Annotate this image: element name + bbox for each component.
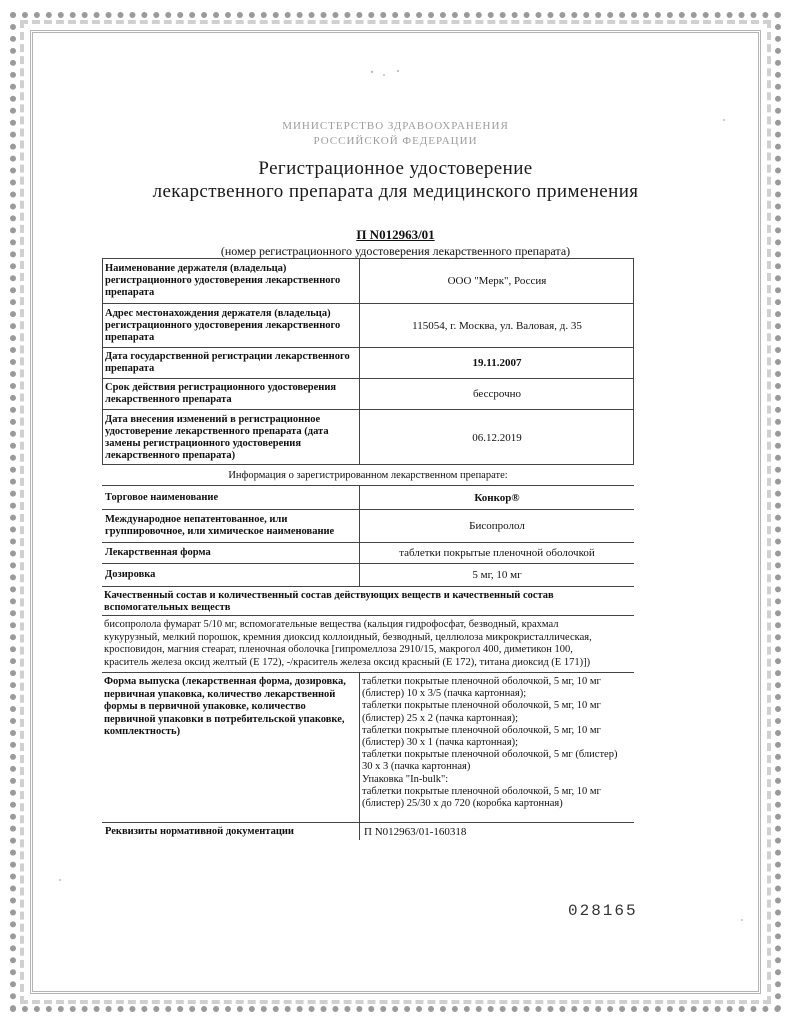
document-title-line-2: лекарственного препарата для медицинского применения <box>152 181 639 202</box>
amendment-date-label: Дата внесения изменений в регистрационное удостоверение лекарственного препарата (дата замены регистрационного удостоверения лекарственного препарата) <box>102 410 360 465</box>
validity-label: Срок действия регистрационного удостоверения лекарственного препарата <box>102 379 360 409</box>
registered-drug-info-header: Информация о зарегистрированном лекарственном препарате: <box>228 470 508 481</box>
registration-date-label: Дата государственной регистрации лекарственного препарата <box>102 348 360 378</box>
release-form-line: таблетки покрытые пленочной оболочкой, 5 мг, 10 мг <box>362 785 601 797</box>
composition-header: Качественный состав и количественный состав действующих веществ и качественный состав вспомогательных веществ <box>104 590 554 613</box>
release-form-line: (блистер) 30 х 1 (пачка картонная); <box>362 737 519 749</box>
release-form-line: таблетки покрытые пленочной оболочкой, 5 мг, 10 мг <box>362 724 601 736</box>
normative-value: П N012963/01-160318 <box>364 825 467 838</box>
release-form-line: (блистер) 25 х 2 (пачка картонная); <box>362 712 519 724</box>
ministry-line-2: РОССИЙСКОЙ ФЕДЕРАЦИИ <box>313 135 478 147</box>
holder-name-label: Наименование держателя (владельца) регистрационного удостоверения лекарственного препарата <box>102 259 360 303</box>
dosage-label: Дозировка <box>102 564 360 586</box>
release-form-line: 30 х 3 (пачка картонная) <box>362 761 471 773</box>
release-form-line: (блистер) 10 х 3/5 (пачка картонная); <box>362 688 527 700</box>
inn-label: Международное непатентованное, или группировочное, или химическое наименование <box>102 510 360 542</box>
validity-value: бессрочно <box>472 388 521 400</box>
composition-line: кукурузный, мелкий порошок, кремния диоксид коллоидный, безводный, целлюлоза микрокристаллическая, <box>104 631 592 643</box>
dosage-value: 5 мг, 10 мг <box>472 569 522 581</box>
certificate-number: П N012963/01 <box>356 227 435 242</box>
trade-name-value: Конкор® <box>474 491 520 504</box>
registration-date-value: 19.11.2007 <box>472 357 522 369</box>
release-form-line: Упаковка "In-bulk": <box>362 773 449 785</box>
normative-label: Реквизиты нормативной документации <box>102 823 360 840</box>
inn-value: Бисопролол <box>469 520 525 532</box>
dosage-form-value: таблетки покрытые пленочной оболочкой <box>399 547 595 559</box>
composition-line: краситель железа оксид желтый (Е 172), -/краситель железа оксид красный (Е 172), титана диоксид (Е 171)]) <box>104 656 591 668</box>
composition-line: кросповидон, магния стеарат, пленочная оболочка [гипромеллоза 2910/15, макрогол 400, диметикон 100, <box>104 644 573 655</box>
trade-name-label: Торговое наименование <box>102 486 360 509</box>
release-form-line: таблетки покрытые пленочной оболочкой, 5 мг (блистер) <box>362 749 618 761</box>
release-form-line: (блистер) 25/30 х до 720 (коробка картонная) <box>362 798 563 810</box>
holder-name-value: ООО "Мерк", Россия <box>447 275 547 287</box>
release-form-line: таблетки покрытые пленочной оболочкой, 5 мг, 10 мг <box>362 676 601 687</box>
amendment-date-value: 06.12.2019 <box>472 431 522 444</box>
release-form-label: Форма выпуска (лекарственная форма, дозировка, первичная упаковка, количество лекарственной формы в первичной упаковке, количество первичной упаковки в потребительской упаковке, комплектность) <box>104 676 346 737</box>
ministry-line-1: МИНИСТЕРСТВО ЗДРАВООХРАНЕНИЯ <box>282 120 509 132</box>
holder-address-value: 115054, г. Москва, ул. Валовая, д. 35 <box>412 319 582 332</box>
holder-address-label: Адрес местонахождения держателя (владельца) регистрационного удостоверения лекарственного препарата <box>102 304 360 347</box>
composition-line: бисопролола фумарат 5/10 мг, вспомогательные вещества (кальция гидрофосфат, безводный, крахмал <box>104 619 559 630</box>
serial-number: 028165 <box>568 902 638 920</box>
dosage-form-label: Лекарственная форма <box>102 543 360 563</box>
certificate-number-caption: (номер регистрационного удостоверения лекарственного препарата) <box>220 244 571 258</box>
document-title-line-1: Регистрационное удостоверение <box>258 158 533 179</box>
release-form-line: таблетки покрытые пленочной оболочкой, 5 мг, 10 мг <box>362 700 601 712</box>
